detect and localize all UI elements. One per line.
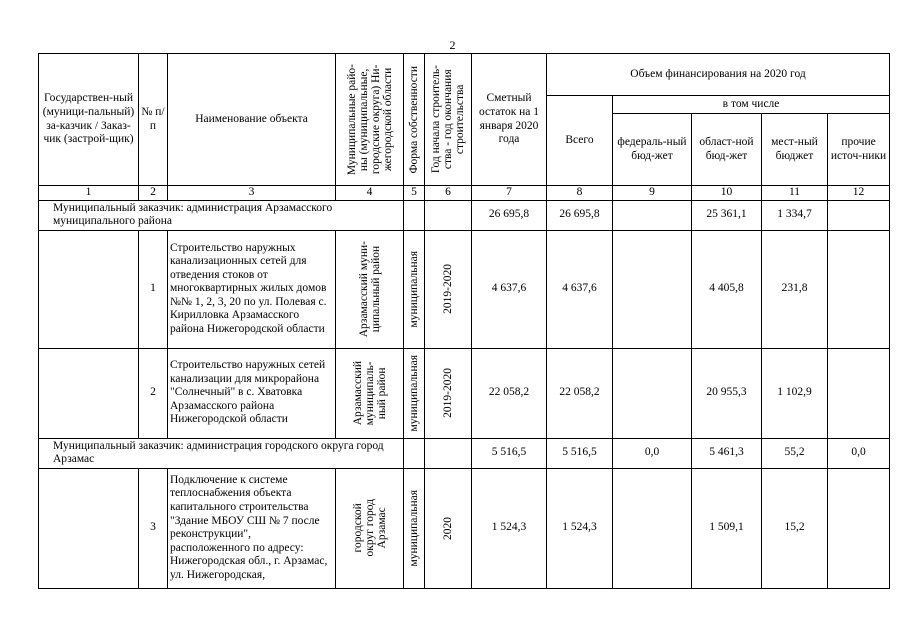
header-years-line: строительства [454,84,466,155]
col-num: 5 [404,186,425,201]
other [828,348,890,438]
years [425,230,472,348]
group-federal [613,200,692,230]
federal [613,468,692,588]
row-number: 3 [139,468,168,588]
header-ownership [404,54,425,186]
row-number: 2 [139,348,168,438]
group-total: 5 516,5 [547,438,613,468]
federal [613,230,692,348]
district-line: муниципаль- [363,361,376,426]
federal [613,348,692,438]
header-years [425,54,472,186]
balance: 1 524,3 [472,468,547,588]
header-federal: федераль-ный бюд-жет [613,114,692,186]
header-other: прочие источ-ники [828,114,890,186]
header-regional: област-ной бюд-жет [692,114,762,186]
ownership [404,468,425,588]
col-num: 7 [472,186,547,201]
ownership-text: муниципальная [408,354,420,432]
group-federal: 0,0 [613,438,692,468]
row-number: 1 [139,230,168,348]
years [425,468,472,588]
group-title: Муниципальный заказчик: администрация Арзамасского муниципального района [39,200,404,230]
col-num: 2 [139,186,168,201]
header-district-line: жегородской области [381,67,394,172]
local: 1 102,9 [762,348,828,438]
header-object-name: Наименование объекта [168,54,336,186]
group-balance: 26 695,8 [472,200,547,230]
years-text: 2019-2020 [442,368,454,419]
ownership [404,230,425,348]
table-row [39,230,890,348]
regional: 20 955,3 [692,348,762,438]
cell-empty [39,230,139,348]
group-cell [404,438,425,468]
years [425,348,472,438]
col-num: 10 [692,186,762,201]
table-row [39,348,890,438]
header-ownership-text: Форма собственности [408,65,420,174]
total: 22 058,2 [547,348,613,438]
group-row [39,200,890,230]
header-district-text [346,64,394,175]
financing-table [38,53,890,589]
district [336,468,404,588]
district [336,230,404,348]
group-row [39,438,890,468]
local: 231,8 [762,230,828,348]
header-balance: Сметный остаток на 1 января 2020 года [472,54,547,186]
district-line: ный район [375,367,388,420]
district-line: ципальный район [369,245,382,333]
district-line: Арзамас [375,507,388,549]
header-years-line: Год начала строитель- [430,65,442,174]
district-text [352,499,388,556]
group-cell [425,200,472,230]
district-line: городской [351,503,364,553]
ownership-text: муниципальная [408,489,420,567]
col-num: 1 [39,186,139,201]
header-number: № п/п [139,54,168,186]
header-customer: Государствен-ный (муници-пальный) за-казчик / Заказ-чик (застрой-щик) [39,54,139,186]
col-num: 9 [613,186,692,201]
group-balance: 5 516,5 [472,438,547,468]
table-row [39,468,890,588]
header-district-line: ны (муниципальные, [357,68,370,171]
district [336,348,404,438]
group-cell [404,200,425,230]
group-local: 1 334,7 [762,200,828,230]
cell-empty [39,468,139,588]
group-other [828,200,890,230]
district-line: Арзамасский муни- [357,240,370,338]
group-regional: 5 461,3 [692,438,762,468]
cell-empty [39,348,139,438]
header-district-line: городские округа) Ни- [369,64,382,175]
district-line: округ город [363,499,376,557]
page-number: 2 [449,38,456,52]
col-num: 11 [762,186,828,201]
col-num: 8 [547,186,613,201]
years-text: 2020 [442,516,454,540]
header-district [336,54,404,186]
district-line: Арзамасский [351,360,364,426]
group-other: 0,0 [828,438,890,468]
header-total: Всего [547,96,613,186]
group-local: 55,2 [762,438,828,468]
district-text [352,361,388,425]
balance: 4 637,6 [472,230,547,348]
ownership [404,348,425,438]
header-years-text [430,65,466,173]
header-including: в том числе [613,96,890,114]
column-number-row [39,186,890,201]
header-district-line: Муниципальные райо- [345,63,358,176]
col-num: 3 [168,186,336,201]
regional: 1 509,1 [692,468,762,588]
group-total: 26 695,8 [547,200,613,230]
group-regional: 25 361,1 [692,200,762,230]
header-financing: Объем финансирования на 2020 год [547,54,890,96]
regional: 4 405,8 [692,230,762,348]
total: 1 524,3 [547,468,613,588]
other [828,230,890,348]
col-num: 12 [828,186,890,201]
balance: 22 058,2 [472,348,547,438]
years-text: 2019-2020 [442,264,454,315]
col-num: 4 [336,186,404,201]
group-title: Муниципальный заказчик: администрация городского округа город Арзамас [39,438,404,468]
header-local: мест-ный бюджет [762,114,828,186]
district-text [358,241,382,337]
col-num: 6 [425,186,472,201]
header-years-line: ства - год окончания [442,69,454,170]
other [828,468,890,588]
total: 4 637,6 [547,230,613,348]
local: 15,2 [762,468,828,588]
object-name: Подключение к системе теплоснабжения объекта капитального строительства "Здание МБОУ СШ № 7 после реконструкции", расположенного по адресу: Нижегородская обл., г. Арзамас, ул. Нижегородская, [168,468,336,588]
ownership-text: муниципальная [408,250,420,328]
object-name: Строительство наружных сетей канализации для микрорайона "Солнечный" в с. Хватовка Арзамасского района Нижегородской области [168,348,336,438]
object-name: Строительство наружных канализационных сетей для отведения стоков от многоквартирных жилых домов №№ 1, 2, 3, 20 по ул. Полевая с. Кирилловка Арзамасского района Нижегородской области [168,230,336,348]
group-cell [425,438,472,468]
